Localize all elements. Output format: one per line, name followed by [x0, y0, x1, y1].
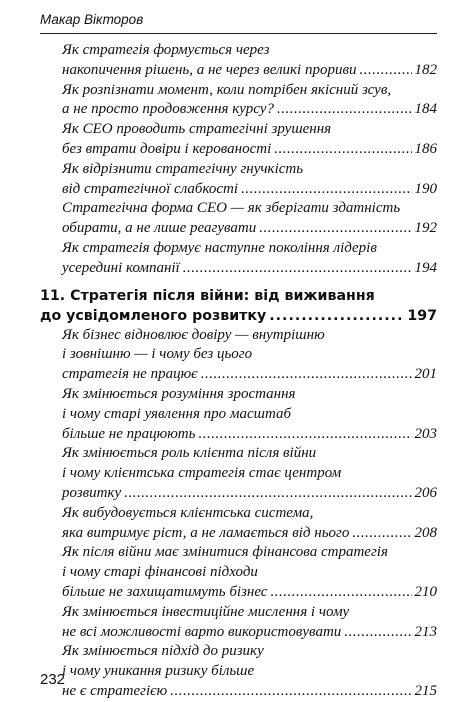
dot-leader [201, 365, 412, 385]
toc-page-number: 201 [414, 366, 437, 383]
toc-entry-last-line [62, 219, 437, 239]
dot-leader [124, 484, 411, 504]
toc-entry-title-line: від стратегічної слабкості [62, 180, 239, 197]
dot-leader [269, 306, 404, 326]
dot-leader [183, 259, 412, 279]
toc-entry-last-line [62, 61, 437, 81]
toc-page-number: 215 [414, 682, 437, 699]
toc-section-entry [40, 239, 437, 279]
toc-entry-last-line [62, 623, 437, 643]
page-number: 232 [40, 671, 66, 688]
toc-entry-title-line: Як CEO проводить стратегічні зрушення [62, 121, 332, 138]
toc-entry-title-line: Як після війни має змінитися фінансова стратегія [62, 544, 388, 561]
toc-section-entry [40, 120, 437, 160]
toc-chapter-entry [40, 286, 437, 326]
toc-entry-title-line: більше не захищатимуть бізнес [62, 583, 268, 600]
toc-entry-title-line: Як стратегія формується через [62, 42, 270, 58]
toc-entry-title-line: Як розпізнати момент, коли потрібен якісний зсув, [62, 81, 392, 98]
toc-entry-title-line: не всі можливості варто використовувати [62, 623, 342, 640]
toc-entry-title-line: і зовнішню — і чому без цього [62, 346, 253, 363]
toc-page-number: 203 [414, 425, 437, 442]
toc-page-number: 184 [414, 101, 437, 118]
dot-leader [352, 524, 411, 544]
toc-entry-title-line: накопичення рішень, а не через великі прориви [62, 61, 357, 78]
toc-entry-last-line [62, 583, 437, 603]
toc-entry-title-line: і чому старі уявлення про масштаб [62, 405, 292, 422]
toc-entry-title-line: усередині компанії [62, 259, 180, 276]
dot-leader [241, 180, 411, 200]
toc-entry-title-line: а не просто продовження курсу? [62, 101, 274, 118]
toc-entry-title-line: Як вибудовується клієнтська система, [62, 504, 314, 521]
toc-section-entry [40, 41, 437, 81]
toc-section-entry [40, 385, 437, 444]
toc-entry-title-line: стратегія не працює [62, 366, 198, 383]
toc-section-entry [40, 160, 437, 200]
toc-section-entry [40, 543, 437, 602]
toc-entry-title-line: Стратегічна форма CEO — як зберігати здатність [62, 200, 401, 217]
dot-leader [259, 219, 411, 239]
toc-entry-last-line [62, 180, 437, 200]
toc-entry-last-line [62, 484, 437, 504]
toc-entry-last-line [62, 524, 437, 544]
dot-leader [277, 100, 412, 120]
toc-section-entry [40, 199, 437, 239]
toc-section-entry [40, 642, 437, 701]
toc-entry-last-line [62, 365, 437, 385]
header-author: Макар Вікторов [40, 12, 144, 27]
toc-section-entry [40, 444, 437, 503]
toc-entry-last-line [62, 259, 437, 279]
toc-entry-title-line: і чому клієнтська стратегія стає центром [62, 465, 342, 482]
toc-page-number: 192 [414, 220, 437, 237]
dot-leader [274, 140, 411, 160]
toc-page-number: 210 [414, 583, 437, 600]
toc-page-number: 208 [414, 524, 437, 541]
toc-page-number: 194 [414, 259, 437, 276]
dot-leader [270, 583, 411, 603]
toc-section-entry [40, 81, 437, 121]
toc-entry-title-line: Як змінюється інвестиційне мислення і чому [62, 603, 350, 620]
toc-entry-title-line: і чому старі фінансові підходи [62, 564, 258, 581]
toc-entry-title-line: не є стратегією [62, 682, 168, 699]
toc-page-number: 206 [414, 484, 437, 501]
toc-section-entry [40, 504, 437, 544]
dot-leader [344, 623, 411, 643]
toc-page-number: 190 [414, 180, 437, 197]
toc-entry-title-line: без втрати довіри і керованості [62, 140, 272, 157]
toc-entry-last-line [62, 425, 437, 445]
toc-page-number: 213 [414, 623, 437, 640]
toc-section-entry [40, 603, 437, 643]
toc-entry-title-line: розвитку [62, 484, 122, 501]
toc-entry-title-line: яка витримує ріст, а не ламається від нього [62, 524, 350, 541]
dot-leader [198, 425, 411, 445]
toc-entry-title-line: до усвідомленого розвитку [40, 307, 267, 324]
toc-page-number: 197 [407, 307, 437, 324]
toc-section-entry [40, 326, 437, 385]
running-header [40, 12, 437, 34]
toc-entry-title-line: обирати, а не лише реагувати [62, 220, 257, 237]
toc-entry-title-line: Як змінюється розуміння зростання [62, 385, 296, 402]
toc-entry-title-line: Як змінюється підхід до ризику [62, 643, 264, 660]
toc-entry-last-line [62, 140, 437, 160]
toc-page-number: 186 [414, 140, 437, 157]
toc-entry-title-line: Як відрізнити стратегічну гнучкість [62, 160, 304, 177]
toc-entry-title-line: більше не працюють [62, 425, 196, 442]
dot-leader [359, 61, 411, 81]
toc-entry-title-line: 11. Стратегія після війни: від виживання [40, 287, 375, 304]
toc-entry-title-line: Як бізнес відновлює довіру — внутрішню [62, 326, 325, 343]
toc-entry-title-line: Як стратегія формує наступне покоління лідерів [62, 239, 377, 256]
toc-entry-last-line [40, 306, 437, 326]
table-of-contents [40, 41, 437, 702]
toc-entry-title-line: і чому уникання ризику більше [62, 663, 255, 680]
toc-page-number: 182 [414, 61, 437, 78]
toc-entry-last-line [62, 100, 437, 120]
toc-entry-title-line: Як змінюється роль клієнта після війни [62, 445, 317, 462]
